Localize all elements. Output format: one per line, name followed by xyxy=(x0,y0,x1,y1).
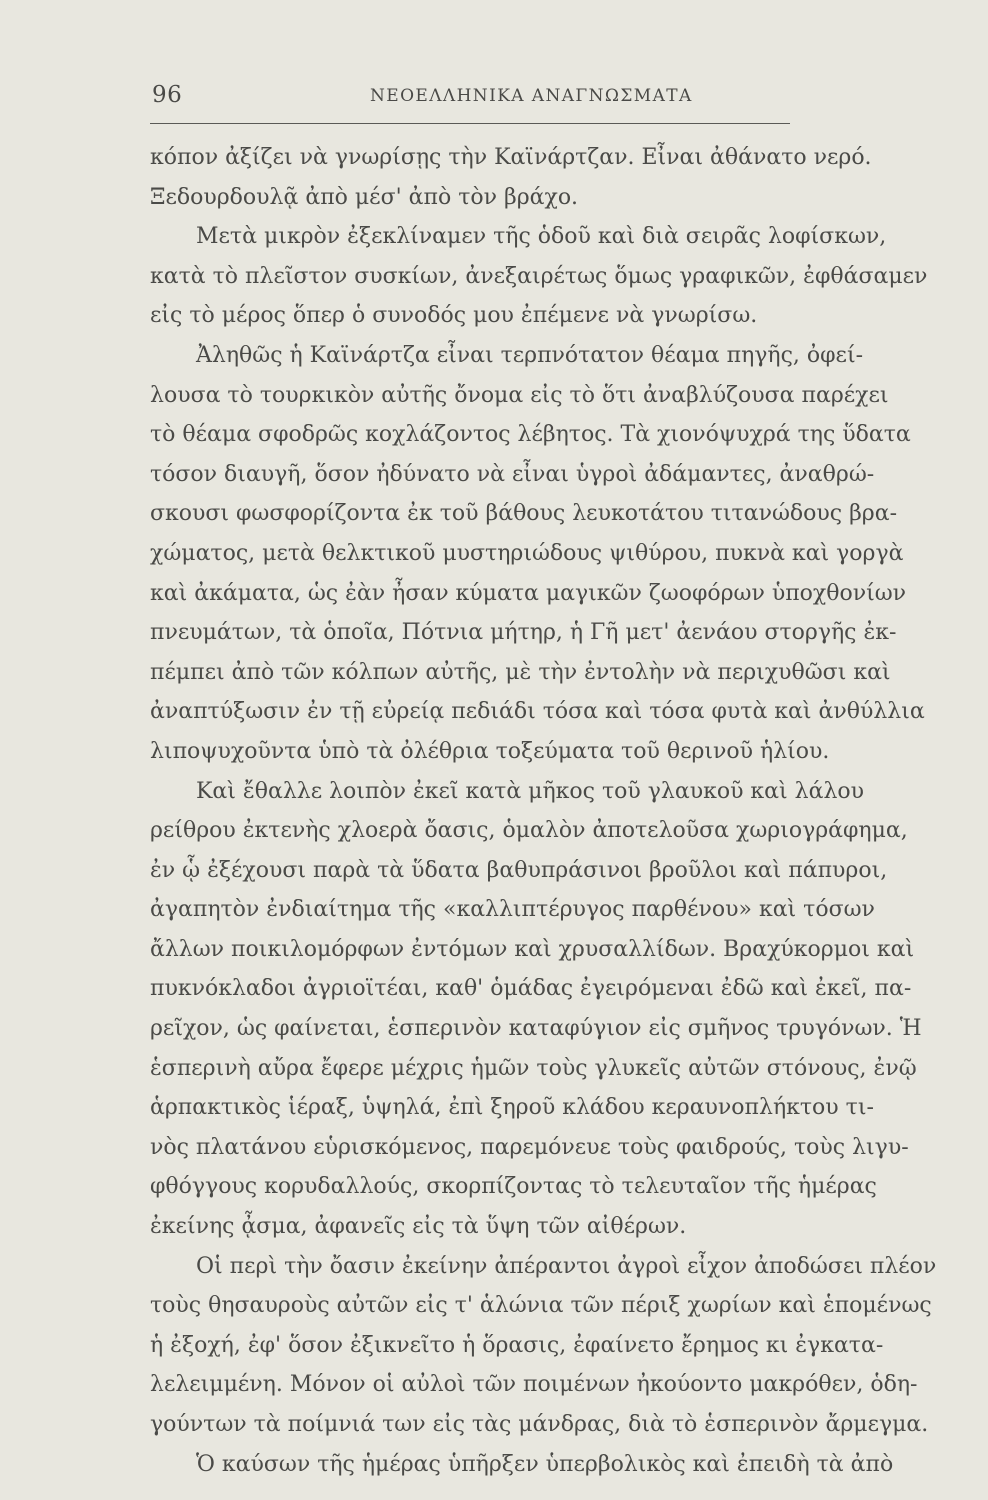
running-title: ΝΕΟΕΛΛΗΝΙΚΑ ΑΝΑΓΝΩΣΜΑΤΑ xyxy=(370,86,693,106)
text-line: Ξεδουρδουλᾷ ἀπὸ μέσ' ἀπὸ τὸν βράχο. xyxy=(150,184,579,210)
page-header xyxy=(150,78,840,118)
text-line: νὸς πλατάνου εὑρισκόμενος, παρεμόνευε τοὺς φαιδρούς, τοὺς λιγυ- xyxy=(150,1134,909,1160)
text-line: κόπον ἀξίζει νὰ γνωρίσῃς τὴν Καϊνάρτζαν. Εἶναι ἀθάνατο νερό. xyxy=(150,145,872,170)
text-line: ἐν ᾧ ἐξέχουσι παρὰ τὰ ὕδατα βαθυπράσινοι βροῦλοι καὶ πάπυροι, xyxy=(150,857,888,883)
text-line: Οἱ περὶ τὴν ὄασιν ἐκείνην ἀπέραντοι ἀγροὶ εἶχον ἀποδώσει πλέον xyxy=(196,1253,937,1279)
text-line: ἀγαπητὸν ἐνδιαίτημα τῆς «καλλιπτέρυγος παρθένου» καὶ τόσων xyxy=(150,897,875,923)
text-line: φθόγγους κορυδαλλούς, σκορπίζοντας τὸ τελευταῖον τῆς ἡμέρας xyxy=(150,1174,877,1200)
text-line: ἡ ἐξοχή, ἐφ' ὅσον ἐξικνεῖτο ἡ ὅρασις, ἐφαίνετο ἔρημος κι ἐγκατα- xyxy=(150,1332,884,1358)
text-line: κατὰ τὸ πλεῖστον συσκίων, ἀνεξαιρέτως ὅμως γραφικῶν, ἐφθάσαμεν xyxy=(150,263,928,289)
text-line: πέμπει ἀπὸ τῶν κόλπων αὐτῆς, μὲ τὴν ἐντολὴν νὰ περιχυθῶσι καὶ xyxy=(150,659,891,685)
text-line: λουσα τὸ τουρκικὸν αὐτῆς ὄνομα εἰς τὸ ὅτι ἀναβλύζουσα παρέχει xyxy=(150,382,889,408)
text-line: Μετὰ μικρὸν ἐξεκλίναμεν τῆς ὁδοῦ καὶ διὰ σειρᾶς λοφίσκων, xyxy=(196,224,887,250)
page-number: 96 xyxy=(152,82,183,108)
text-line: πυκνόκλαδοι ἀγριοϊτέαι, καθ' ὁμάδας ἐγειρόμεναι ἐδῶ καὶ ἐκεῖ, πα- xyxy=(150,976,912,1002)
text-line: ἁρπακτικὸς ἱέραξ, ὑψηλά, ἐπὶ ξηροῦ κλάδου κεραυνοπλήκτου τι- xyxy=(150,1095,874,1121)
text-line: Καὶ ἔθαλλε λοιπὸν ἐκεῖ κατὰ μῆκος τοῦ γλαυκοῦ καὶ λάλου xyxy=(196,778,865,804)
text-line: ἀναπτύξωσιν ἐν τῇ εὐρείᾳ πεδιάδι τόσα καὶ τόσα φυτὰ καὶ ἀνθύλλια xyxy=(150,699,925,725)
text-line: τὸ θέαμα σφοδρῶς κοχλάζοντος λέβητος. Τὰ χιονόψυχρά της ὕδατα xyxy=(150,422,911,448)
body-text xyxy=(150,138,937,1484)
text-line: ρεῖχον, ὡς φαίνεται, ἑσπερινὸν καταφύγιον εἰς σμῆνος τρυγόνων. Ἡ xyxy=(150,1016,922,1042)
header-rule xyxy=(150,123,790,124)
text-line: Ὁ καύσων τῆς ἡμέρας ὑπῆρξεν ὑπερβολικὸς καὶ ἐπειδὴ τὰ ἀπὸ xyxy=(196,1451,894,1477)
text-line: σκουσι φωσφορίζοντα ἐκ τοῦ βάθους λευκοτάτου τιτανώδους βρα- xyxy=(150,501,898,527)
text-line: εἰς τὸ μέρος ὅπερ ὁ συνοδός μου ἐπέμενε νὰ γνωρίσω. xyxy=(150,303,758,329)
text-line: Ἀληθῶς ἡ Καϊνάρτζα εἶναι τερπνότατον θέαμα πηγῆς, ὀφεί- xyxy=(196,342,864,368)
text-line: ρείθρου ἐκτενὴς χλοερὰ ὄασις, ὁμαλὸν ἀποτελοῦσα χωριογράφημα, xyxy=(150,818,908,844)
text-line: καὶ ἀκάματα, ὡς ἐὰν ἦσαν κύματα μαγικῶν ζωοφόρων ὑποχθονίων xyxy=(150,580,907,606)
text-line: ἑσπερινὴ αὔρα ἔφερε μέχρις ἡμῶν τοὺς γλυκεῖς αὐτῶν στόνους, ἐνῷ xyxy=(150,1055,917,1081)
text-line: ἄλλων ποικιλομόρφων ἐντόμων καὶ χρυσαλλίδων. Βραχύκορμοι καὶ xyxy=(150,936,915,962)
text-line: τόσον διαυγῆ, ὅσον ἠδύνατο νὰ εἶναι ὑγροὶ ἀδάμαντες, ἀναθρώ- xyxy=(150,461,875,487)
text-line: πνευμάτων, τὰ ὁποῖα, Πότνια μήτηρ, ἡ Γῆ μετ' ἀενάου στοργῆς ἐκ- xyxy=(150,620,897,646)
text-line: λιποψυχοῦντα ὑπὸ τὰ ὀλέθρια τοξεύματα τοῦ θερινοῦ ἡλίου. xyxy=(150,738,830,764)
text-line: χώματος, μετὰ θελκτικοῦ μυστηριώδους ψιθύρου, πυκνὰ καὶ γοργὰ xyxy=(150,540,904,566)
text-line: τοὺς θησαυροὺς αὐτῶν εἰς τ' ἁλώνια τῶν πέριξ χωρίων καὶ ἑπομένως xyxy=(150,1293,932,1319)
text-line: γούντων τὰ ποίμνιά των εἰς τὰς μάνδρας, διὰ τὸ ἑσπερινὸν ἄρμεγμα. xyxy=(150,1412,929,1437)
text-line: ἐκείνης ᾆσμα, ἀφανεῖς εἰς τὰ ὕψη τῶν αἰθέρων. xyxy=(150,1214,687,1240)
text-line: λελειμμένη. Μόνον οἱ αὐλοὶ τῶν ποιμένων ἠκούοντο μακρόθεν, ὁδη- xyxy=(150,1372,918,1398)
